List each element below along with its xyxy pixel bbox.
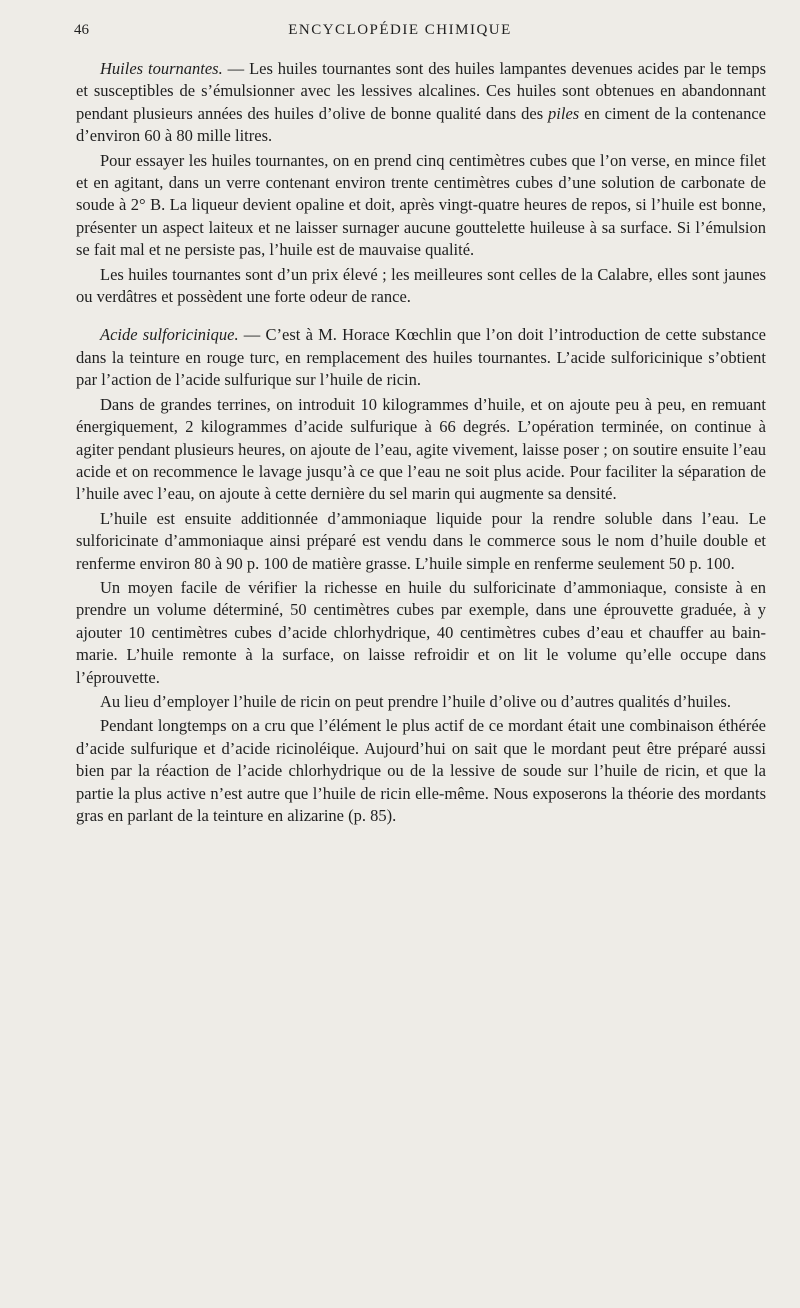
- page-header: [0, 22, 800, 46]
- paragraph: Pour essayer les huiles tournantes, on en prend cinq centimètres cubes que l’on verse, en mince filet et en agitant, dans un verre contenant environ trente centimètres cubes d’une solution de carbonate de soude à 2° B. La liqueur devient opaline et doit, après vingt-quatre heures de repos, si l’huile est bonne, présenter un aspect laiteux et ne laisser surnager aucune gouttelette huileuse à sa surface. Si l’émulsion se fait mal et ne persiste pas, l’huile est de mauvaise qualité.: [76, 150, 766, 260]
- running-title: ENCYCLOPÉDIE CHIMIQUE: [288, 22, 512, 38]
- paragraph: Pendant longtemps on a cru que l’élément le plus actif de ce mordant était une combinaison éthérée d’acide sulfurique et d’acide ricinoléique. Aujourd’hui on sait que le mordant peut être préparé aussi bien par la réaction de l’acide chlorhydrique ou de la lessive de soude sur l’huile de ricin, et que la partie la plus active n’est autre que l’huile de ricin elle-même. Nous exposerons la théorie des mordants gras en parlant de la teinture en alizarine (p. 85).: [76, 716, 766, 825]
- paragraph-text: — C’est à M. Horace Kœchlin que l’on doit l’introduction de cette substance dans la teinture en rouge turc, en remplacement des huiles tournantes. L’acide sulforicinique s’obtient par l’action de l’acide sulfurique sur l’huile de ricin.: [76, 325, 766, 390]
- paragraph: Les huiles tournantes sont d’un prix élevé ; les meilleures sont celles de la Calabre, elles sont jaunes ou verdâtres et possèdent une forte odeur de rance.: [76, 264, 766, 307]
- page-body: [76, 58, 766, 827]
- paragraph: L’huile est ensuite additionnée d’ammoniaque liquide pour la rendre soluble dans l’eau. Le sulforicinate d’ammoniaque ainsi préparé est vendu dans le commerce sous le nom d’huile double et renferme environ 80 à 90 p. 100 de matière grasse. L’huile simple en renferme seulement 50 p. 100.: [76, 508, 766, 573]
- emphasis-text: piles: [548, 103, 580, 123]
- paragraph-huiles-tournantes: [76, 58, 766, 148]
- paragraph-text: — Les huiles tournantes sont des huiles lampantes devenues acides par le temps et susceptibles de s’émulsionner avec les lessives alcalines. Ces huiles sont obtenues en abandonnant pendant plusieurs années des huiles d’olive de bonne qualité dans des: [76, 59, 766, 123]
- section-heading-acide-sulforicinique: Acide sulforicinique.: [100, 325, 239, 345]
- paragraph-text: en ciment de la contenance d’environ 60 à 80 mille litres.: [76, 103, 766, 146]
- paragraph-acide-sulforicinique: [76, 324, 766, 391]
- paragraph: Dans de grandes terrines, on introduit 10 kilogrammes d’huile, et on ajoute peu à peu, en remuant énergiquement, 2 kilogrammes d’acide sulfurique à 66 degrés. L’opération terminée, on continue à agiter pendant plusieurs heures, on ajoute de l’eau, agite vivement, laisse poser ; on soutire ensuite l’eau acide et on recommence le lavage jusqu’à ce que l’eau ne soit plus acide. Pour faciliter la séparation de l’huile avec l’eau, on ajoute à cette dernière du sel marin qui augmente sa densité.: [76, 394, 766, 504]
- page-number: 46: [74, 22, 89, 38]
- section-heading-huiles-tournantes: Huiles tournantes.: [100, 59, 223, 78]
- paragraph: Un moyen facile de vérifier la richesse en huile du sulforicinate d’ammoniaque, consiste à en prendre un volume déterminé, 50 centimètres cubes par exemple, dans une éprouvette graduée, à y ajouter 10 centimètres cubes d’acide chlorhydrique, 40 centimètres cubes d’eau et chauffer au bain-marie. L’huile remonte à la surface, on laisse refroidir et on lit le volume qu’elle occupe dans l’éprouvette.: [76, 577, 766, 687]
- paragraph: Au lieu d’employer l’huile de ricin on peut prendre l’huile d’olive ou d’autres qualités d’huiles.: [100, 691, 731, 711]
